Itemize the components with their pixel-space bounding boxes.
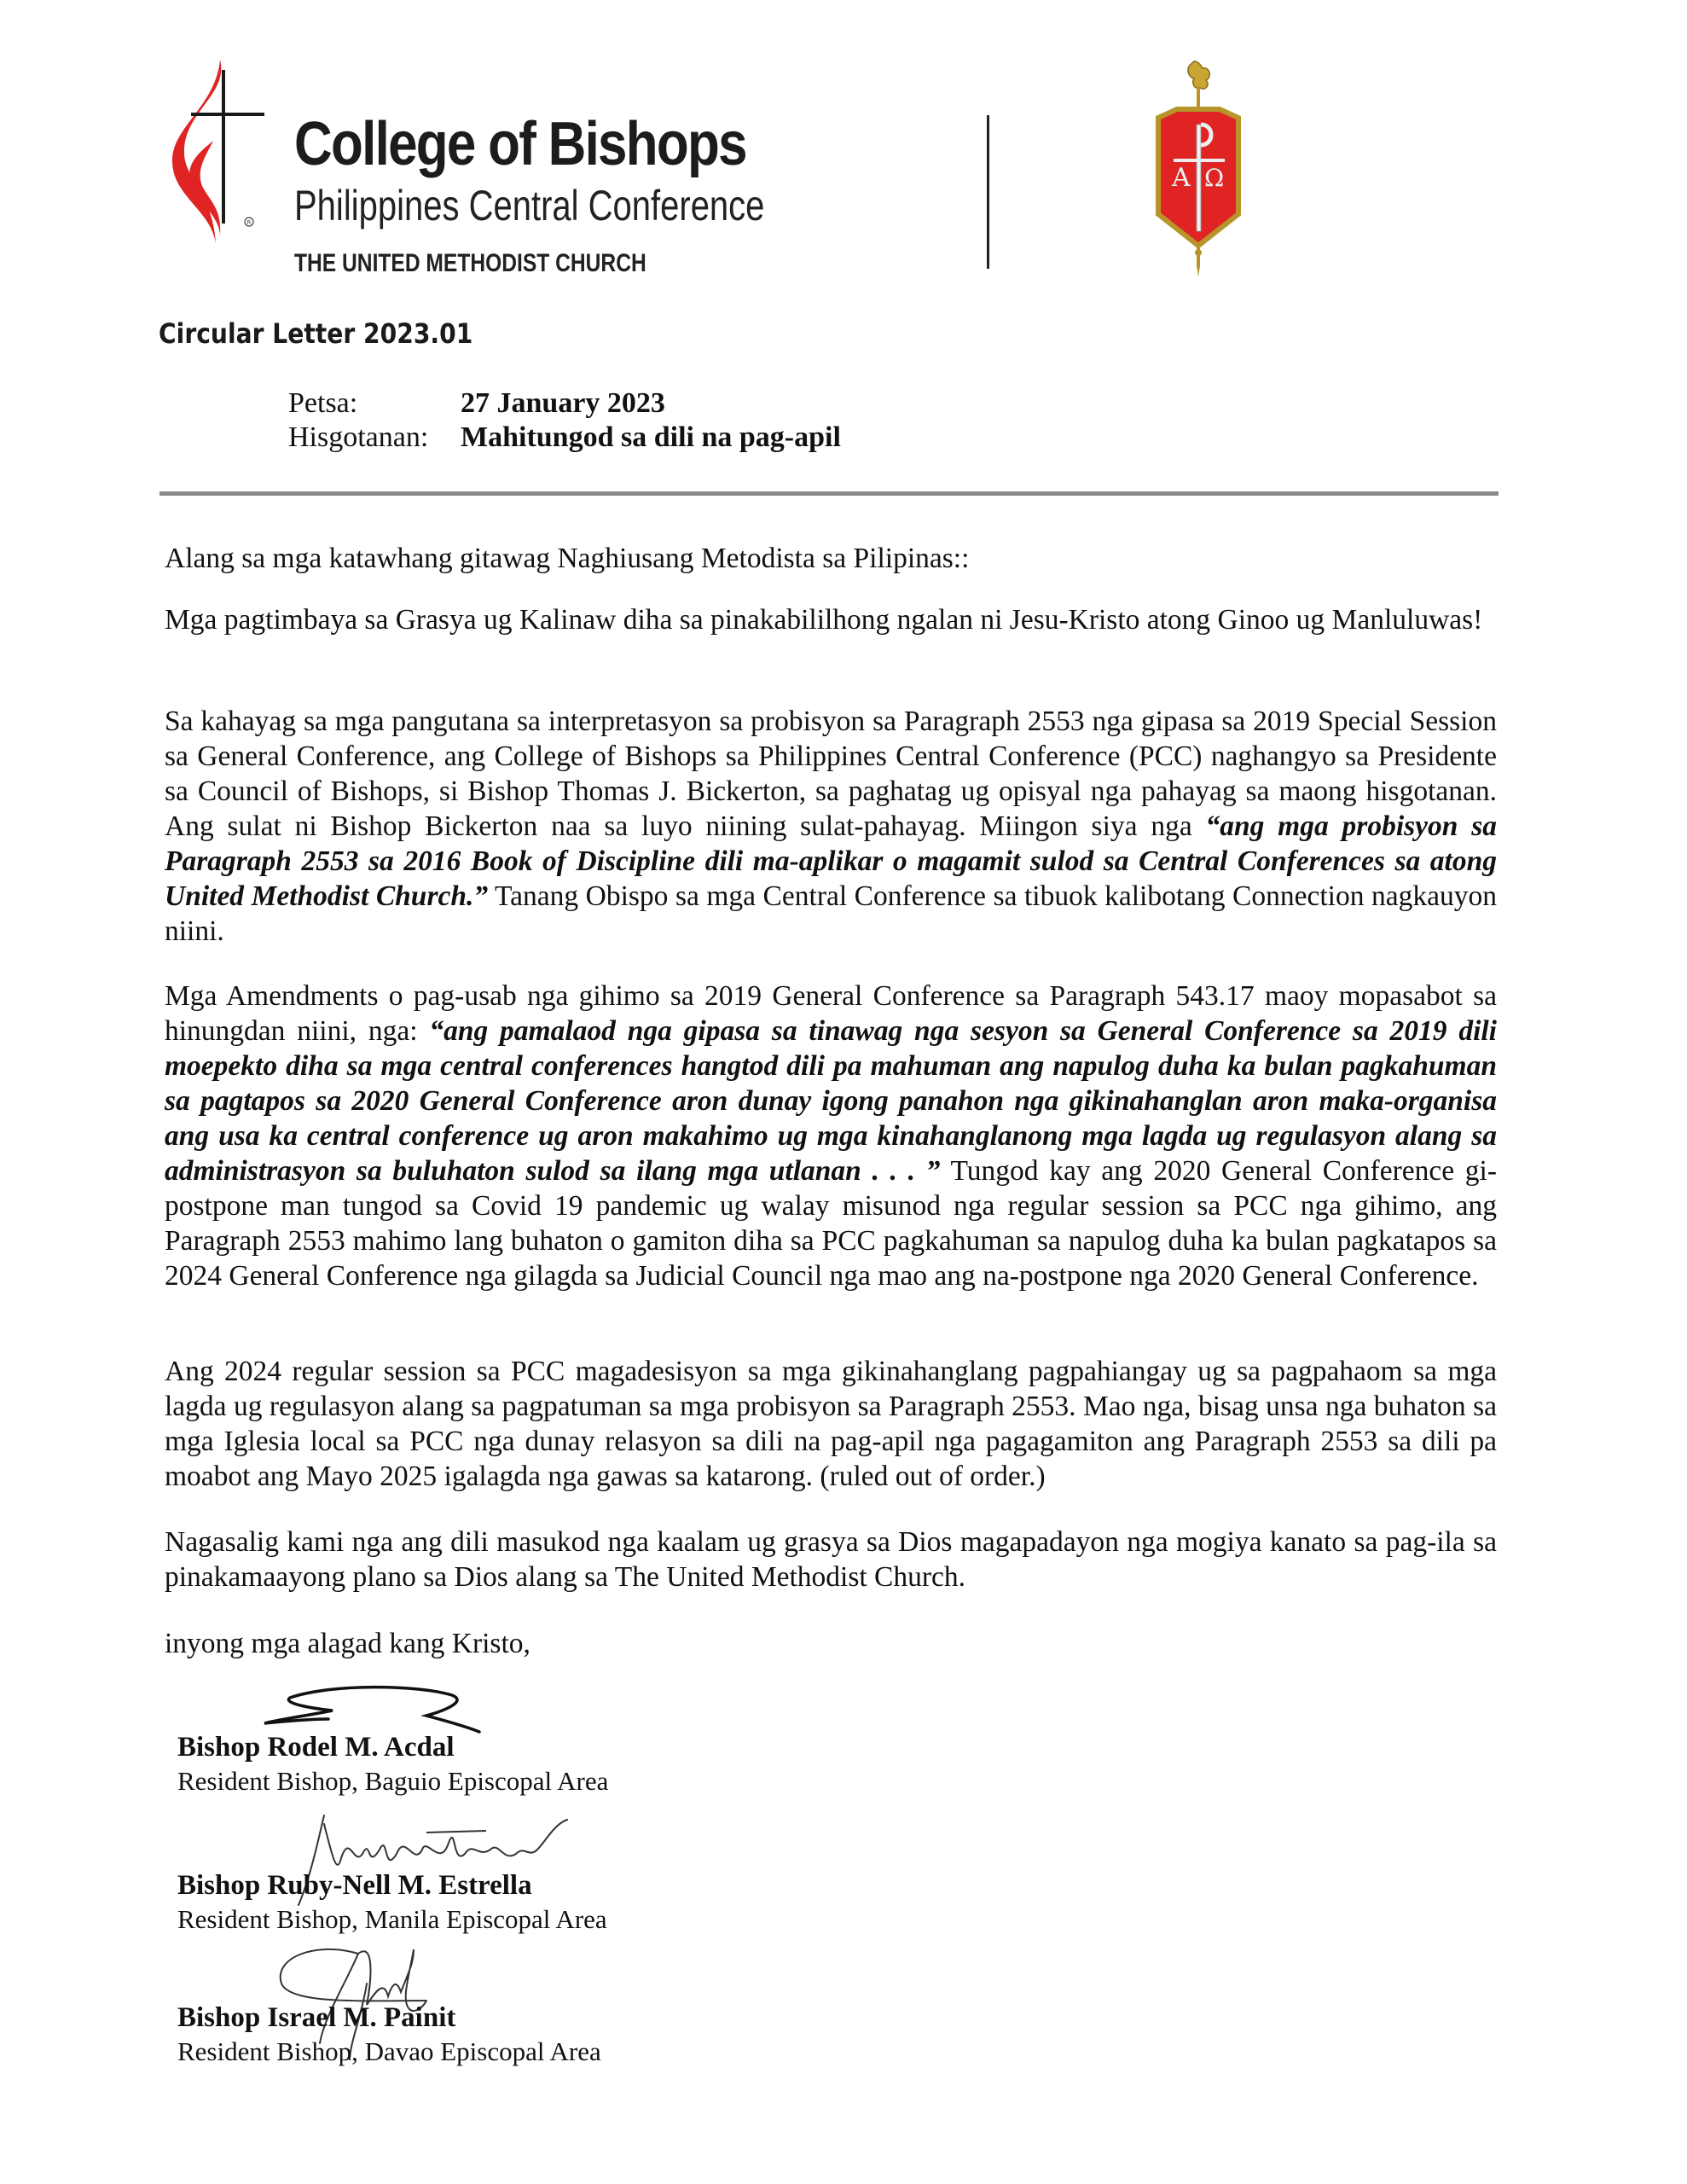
date-value: 27 January 2023 [461, 387, 665, 419]
signatory-name-1: Bishop Rodel M. Acdal [177, 1732, 455, 1763]
paragraph-2 [165, 979, 1497, 1293]
paragraph-1-quote: “ang mga probisyon sa Paragraph 2553 sa 2016 Book of Discipline dili ma-aplikar o magamit sulod sa Central Conferences sa atong United Methodist Church.” [165, 810, 1498, 912]
svg-text:Ω: Ω [1204, 164, 1225, 192]
signatory-name-2: Bishop Ruby-Nell M. Estrella [177, 1870, 532, 1901]
signatory-name-3: Bishop Israel M. Painit [177, 2002, 456, 2033]
cross-and-flame-icon [169, 60, 271, 243]
letterhead-subtitle: Philippines Central Conference [294, 182, 765, 229]
subject-value: Mahitungod sa dili na pag-apil [461, 421, 841, 453]
greeting: Mga pagtimbaya sa Grasya ug Kalinaw diha sa pinakabililhong ngalan ni Jesu-Kristo atong Ginoo ug Manluluwas! [165, 604, 1483, 636]
paragraph-1-text: Sa kahayag sa mga pangutana sa interpretasyon sa probisyon sa Paragraph 2553 nga gipasa sa 2019 Special Session sa General Conference, ang College of Bishops sa Philippines Central Conference (PCC) naghangyo sa Presidente sa Council of Bishops, si Bishop Thomas J. Bickerton, sa paghatag ug opisyal nga pahayag sa maong hisgotanan. Ang sulat ni Bishop Bickerton naa sa luyo niining sulat-pahayag. Miingon siya nga [165, 706, 1497, 842]
svg-text:A: A [1172, 163, 1191, 193]
letterhead-title: College of Bishops [294, 110, 746, 178]
svg-text:R: R [246, 219, 252, 226]
letterhead-church: THE UNITED METHODIST CHURCH [294, 249, 646, 277]
header-rule [159, 491, 1499, 496]
paragraph-4: Nagasalig kami nga ang dili masukod nga kaalam ug grasya sa Dios magapadayon nga mogiya kanato sa pag-ila sa pinakamaayong plano sa Dios alang sa The United Methodist Church. [165, 1526, 1497, 1593]
signature-acdal-icon [256, 1685, 486, 1736]
signatory-title-3: Resident Bishop, Davao Episcopal Area [177, 2036, 601, 2066]
paragraph-1 [165, 704, 1497, 949]
subject-label: Hisgotanan: [288, 421, 429, 453]
closing: inyong mga alagad kang Kristo, [165, 1628, 530, 1659]
salutation: Alang sa mga katawhang gitawag Naghiusang Metodista sa Pilipinas:: [165, 543, 970, 574]
letterhead [0, 0, 1687, 290]
letterhead-divider [987, 115, 989, 269]
paragraph-2-quote: “ang pamalaod nga gipasa sa tinawag nga sesyon sa General Conference sa 2019 dili moepekto diha sa mga central conferences hangtod dili pa mahuman ang napulog duha ka bulan pagkahuman sa pagtapos sa 2020 General Conference aron dunay igong panahon nga gikinahanglan aron maka-organisa ang usa ka central conference ug aron makahimo ug mga kinahanglanong mga lagda ug regulasyon alang sa administrasyon sa buluhaton sulod sa ilang mga utlanan . . . ” [165, 1015, 1497, 1187]
paragraph-2-text-end: Tungod kay ang 2020 General Conference gi- postpone man tungod sa Covid 19 pandemic ug walay misunod nga regular session sa PCC nga gihimo, ang Paragraph 2553 mahimo lang buhaton o gamiton diha sa PCC pagkahuman sa napulog duha ka bulan pagkatapos sa 2024 General Conference nga gilagda sa Judicial Council nga mao ang na-postpone nga 2020 General Conference. [165, 1155, 1497, 1292]
signatory-title-2: Resident Bishop, Manila Episcopal Area [177, 1904, 607, 1934]
paragraph-2-text: Mga Amendments o pag-usab nga gihimo sa 2019 General Conference sa Paragraph 543.17 maoy mopasabot sa hinungdan niini, nga: [165, 980, 1497, 1047]
circular-letter-number: Circular Letter 2023.01 [159, 317, 473, 350]
paragraph-1-text-end: Tanang Obispo sa mga Central Conference sa tibuok kalibotang Connection nagkauyon niini. [165, 880, 1497, 947]
episcopal-shield-icon [1143, 56, 1254, 278]
paragraph-3: Ang 2024 regular session sa PCC magadesisyon sa mga gikinahanglang pagpahiangay ug sa pagpahaom sa mga lagda ug regulasyon alang sa pagpatuman sa mga probisyon sa Paragraph 2553. Mao nga, bisag unsa nga buhaton sa mga Iglesia local sa PCC nga dunay relasyon sa dili na pag-apil nga pagagamiton ang Paragraph 2553 sa dili pa moabot ang Mayo 2025 igalagda nga gawas sa katarong. (ruled out of order.) [165, 1356, 1497, 1492]
signatory-title-1: Resident Bishop, Baguio Episcopal Area [177, 1766, 609, 1796]
date-label: Petsa: [288, 387, 358, 419]
